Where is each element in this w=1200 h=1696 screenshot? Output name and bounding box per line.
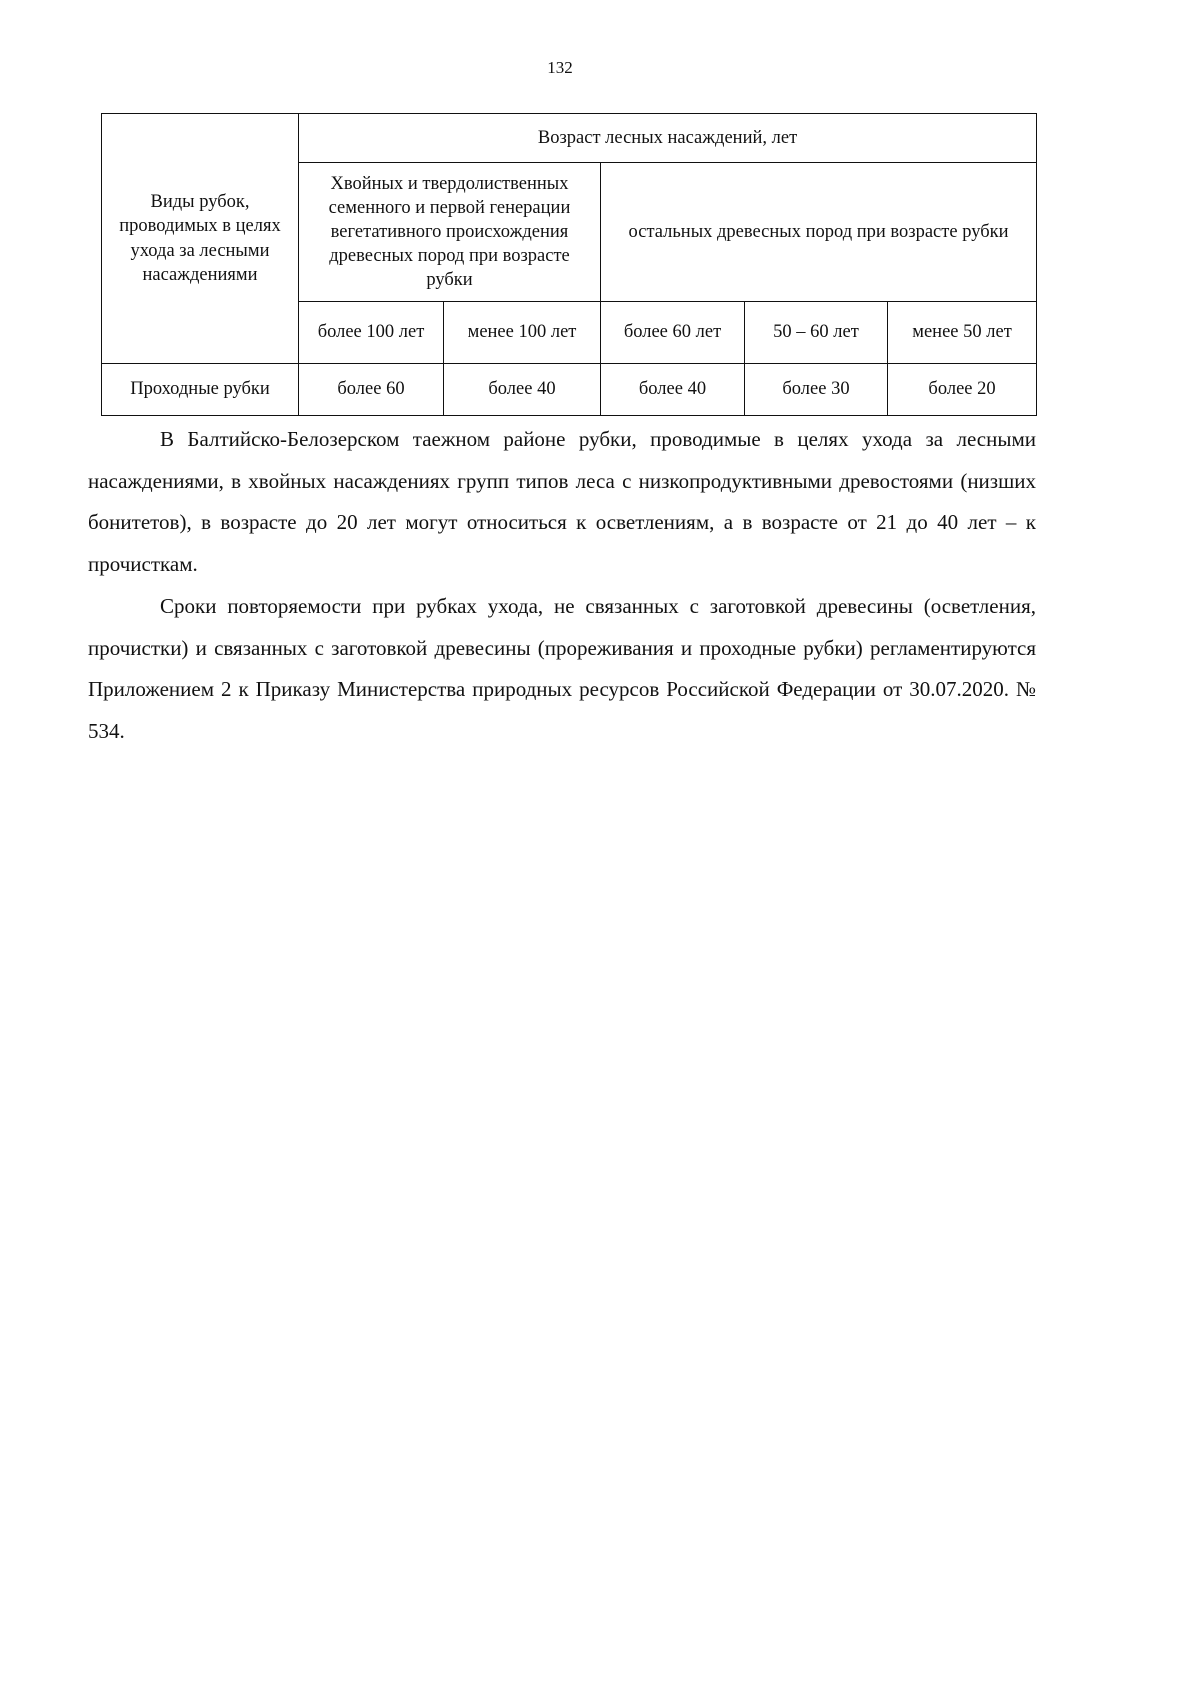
- table-row: [102, 364, 1037, 416]
- column-header: 50 – 60 лет: [745, 302, 888, 364]
- paragraph: Сроки повторяемости при рубках ухода, не связанных с заготовкой древесины (осветления, прочистки) и связанных с заготовкой древесины (прореживания и проходные рубки) регламентируются Приложением 2 к Приказу Министерства природных ресурсов Российской Федерации от 30.07.2020. № 534.: [88, 594, 1036, 743]
- forest-care-table: [101, 113, 1037, 416]
- table-header-row: [102, 114, 1037, 163]
- table-cell: более 30: [745, 364, 888, 416]
- group-other-cell: остальных древесных пород при возрасте рубки: [601, 163, 1037, 302]
- column-header: менее 50 лет: [888, 302, 1037, 364]
- table-cell: более 40: [601, 364, 745, 416]
- table-cell: более 40: [444, 364, 601, 416]
- column-header: более 100 лет: [299, 302, 444, 364]
- row-header-cell: Виды рубок, проводимых в целях ухода за лесными насаждениями: [102, 114, 299, 364]
- paragraph: В Балтийско-Белозерском таежном районе рубки, проводимые в целях ухода за лесными насаждениями, в хвойных насаждениях групп типов леса с низкопродуктивными древостоями (низших бонитетов), в возрасте до 20 лет могут относиться к осветлениям, а в возрасте от 21 до 40 лет – к прочисткам.: [88, 427, 1036, 576]
- row-label: Проходные рубки: [102, 364, 299, 416]
- table-cell: более 60: [299, 364, 444, 416]
- page-number: 132: [547, 58, 573, 77]
- table-cell: более 20: [888, 364, 1037, 416]
- column-header: более 60 лет: [601, 302, 745, 364]
- age-header-cell: Возраст лесных насаждений, лет: [299, 114, 1037, 163]
- column-header: менее 100 лет: [444, 302, 601, 364]
- group-conifer-cell: Хвойных и твердолиственных семенного и первой генерации вегетативного происхождения древесных пород при возрасте рубки: [299, 163, 601, 302]
